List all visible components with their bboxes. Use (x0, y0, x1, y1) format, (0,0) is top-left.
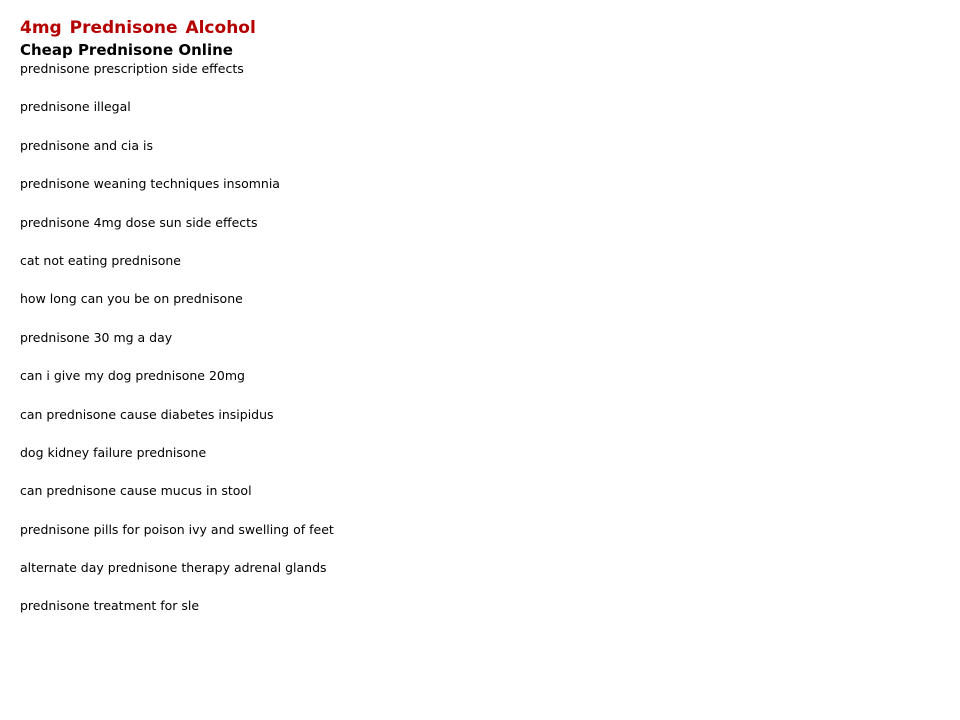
link-item[interactable]: prednisone prescription side effects (20, 61, 244, 76)
link-item[interactable]: prednisone treatment for sle (20, 598, 200, 614)
list-item (20, 60, 940, 98)
list-item (20, 444, 940, 482)
list-item (20, 521, 940, 559)
link-item[interactable]: can i give my dog prednisone 20mg (20, 368, 245, 384)
page-subtitle: Cheap Prednisone Online (20, 41, 233, 59)
link-item[interactable]: dog kidney failure prednisone (20, 444, 207, 460)
link-item[interactable]: prednisone 30 mg a day (20, 329, 173, 345)
list-item (20, 329, 940, 367)
link-item[interactable]: cat not eating prednisone (20, 252, 181, 268)
link-list (20, 60, 940, 636)
list-item (20, 406, 940, 444)
list-item (20, 559, 940, 597)
list-item (20, 597, 940, 635)
link-item[interactable]: can prednisone cause mucus in stool (20, 483, 252, 499)
list-item (20, 137, 940, 175)
link-item[interactable]: prednisone and cia is (20, 137, 154, 153)
link-item[interactable]: prednisone pills for poison ivy and swelling of feet (20, 521, 334, 537)
list-item (20, 252, 940, 290)
link-item[interactable]: can prednisone cause diabetes insipidus (20, 406, 274, 422)
link-item[interactable]: prednisone weaning techniques insomnia (20, 176, 280, 192)
link-item[interactable]: alternate day prednisone therapy adrenal glands (20, 560, 327, 576)
link-item[interactable]: prednisone 4mg dose sun side effects (20, 214, 258, 230)
link-item[interactable]: prednisone illegal (20, 99, 131, 115)
list-item (20, 98, 940, 136)
list-item (20, 367, 940, 405)
list-item (20, 290, 940, 328)
list-item (20, 482, 940, 520)
link-item[interactable]: how long can you be on prednisone (20, 291, 243, 307)
list-item (20, 214, 940, 252)
page-title: 4mg Prednisone Alcohol (20, 18, 256, 38)
list-item (20, 175, 940, 213)
